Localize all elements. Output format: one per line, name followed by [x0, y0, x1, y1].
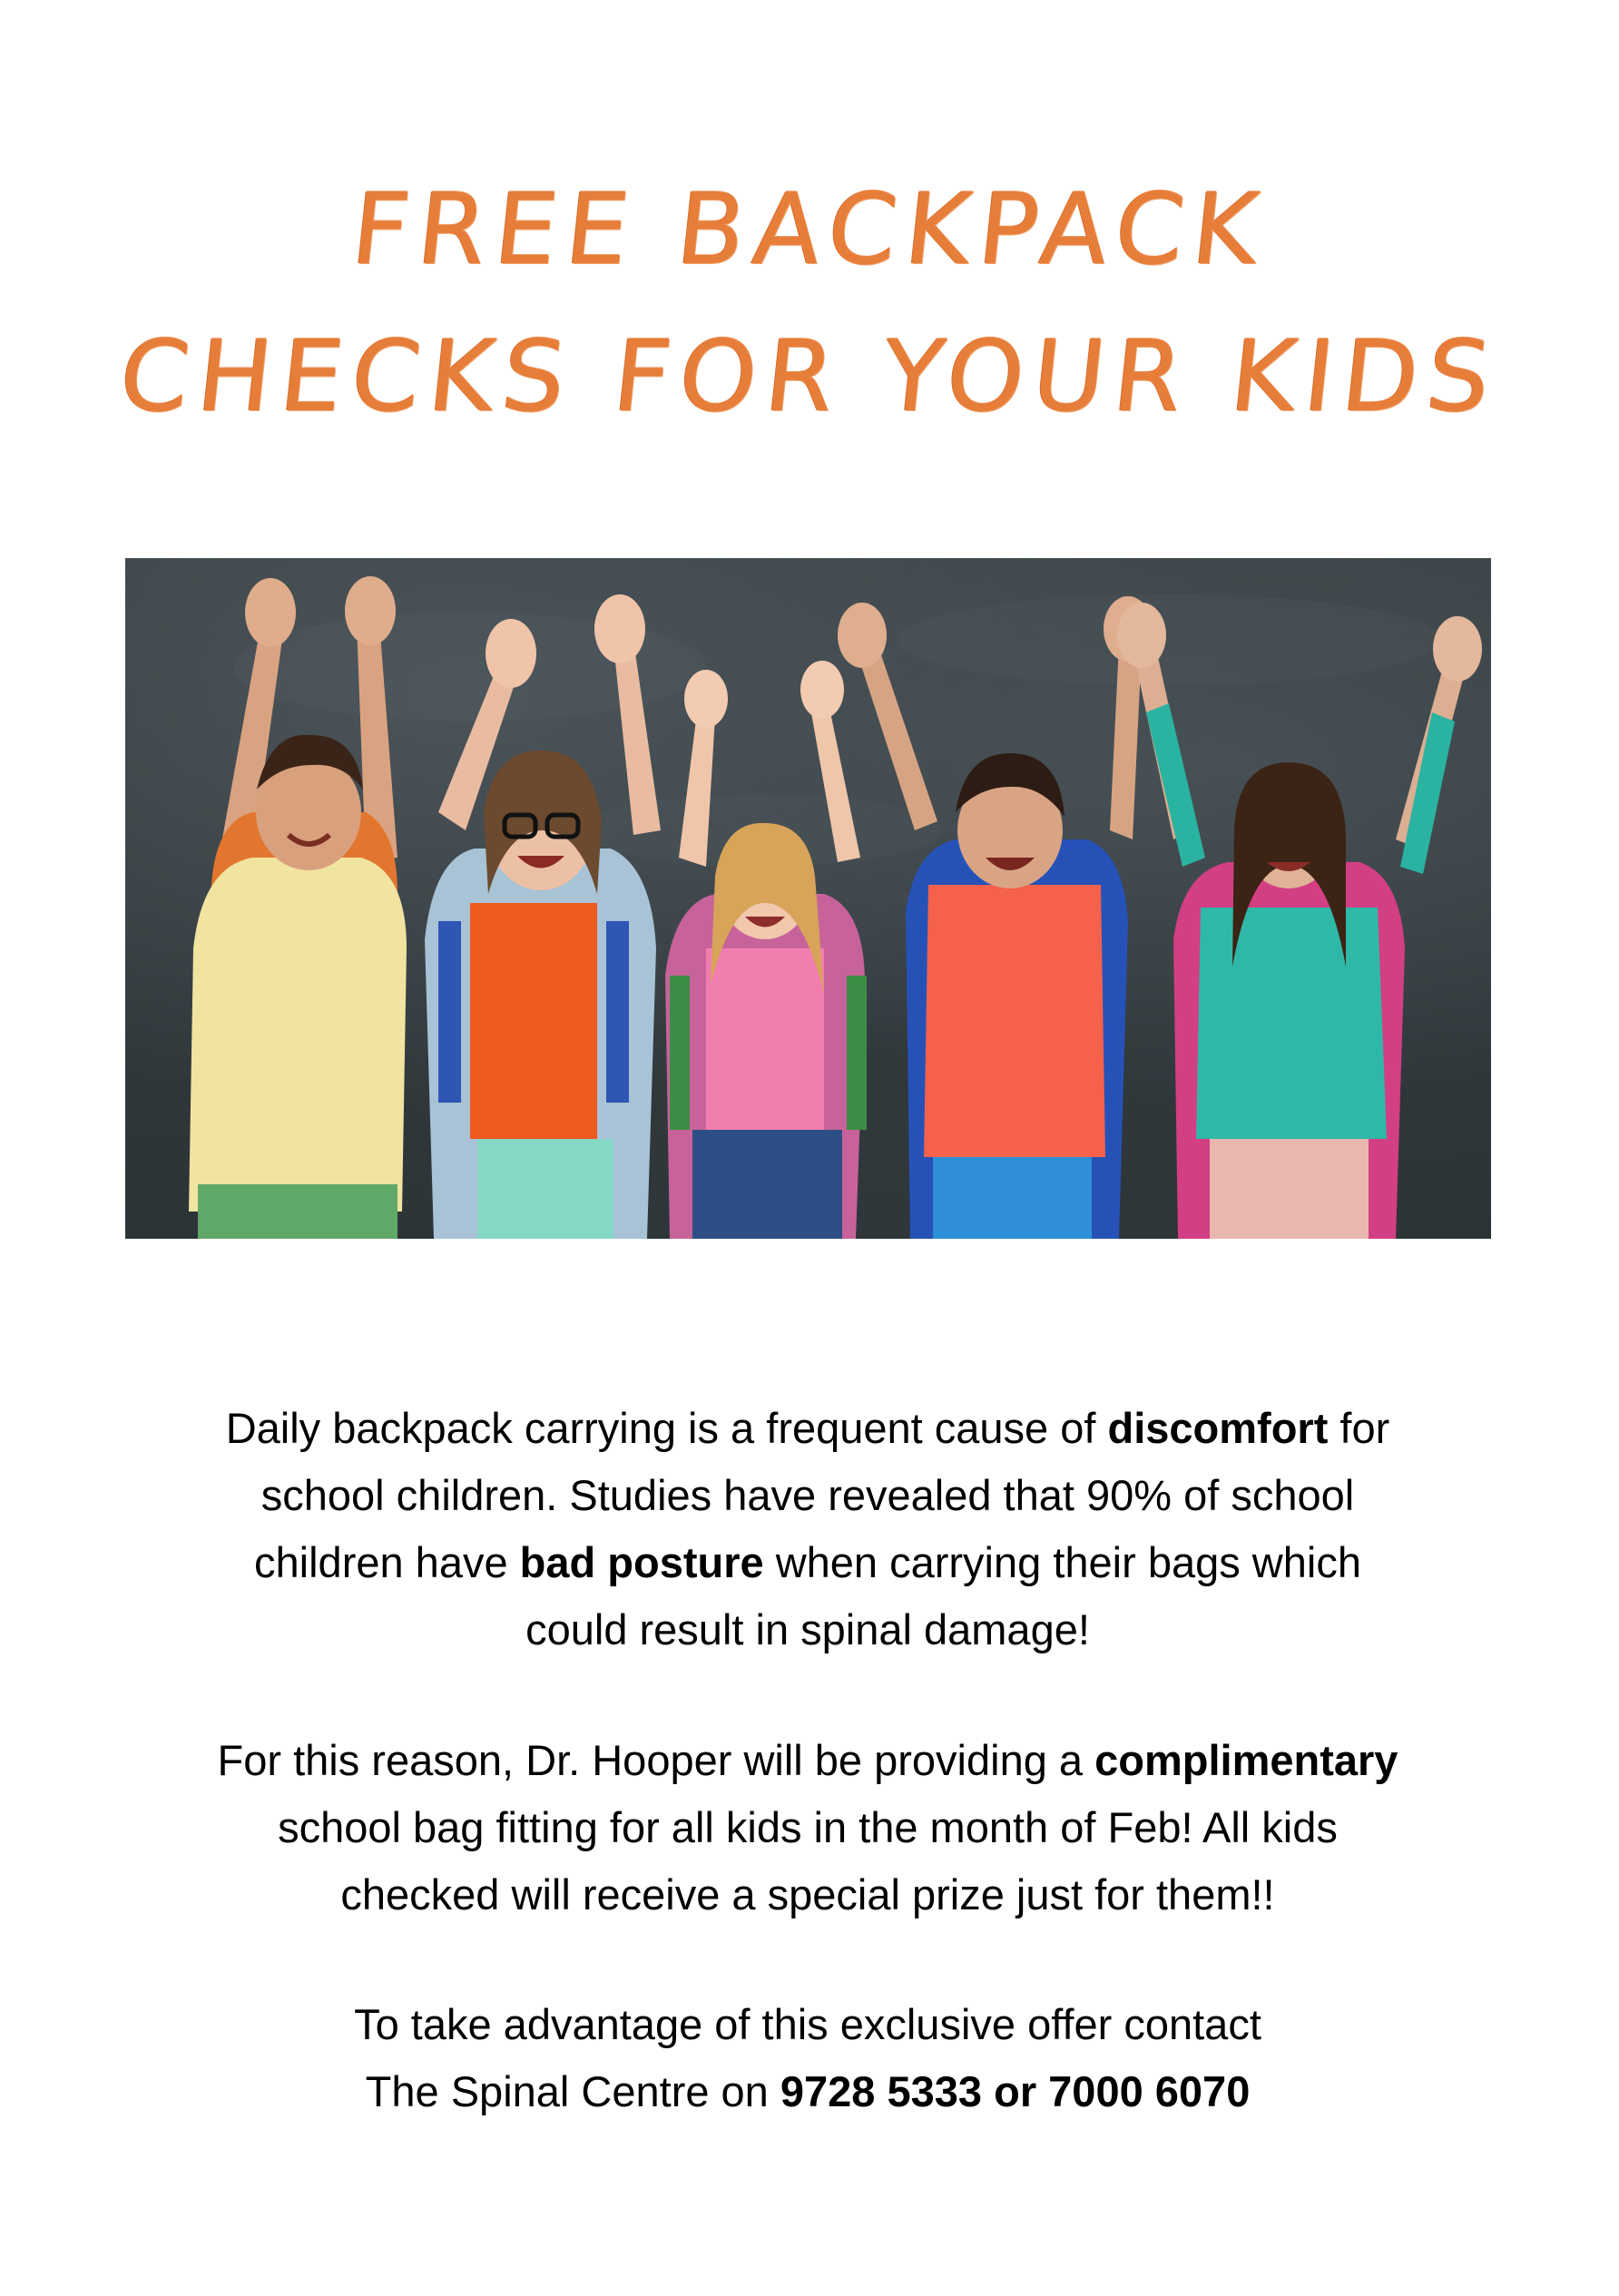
emphasis-complimentary: complimentary: [1094, 1736, 1398, 1784]
emphasis-discomfort: discomfort: [1107, 1404, 1329, 1452]
kid-4: [838, 596, 1153, 1239]
emphasis-bad-posture: bad posture: [519, 1538, 764, 1586]
offer-paragraph: [127, 1727, 1488, 1928]
contact-paragraph: [127, 1991, 1488, 2125]
headline-line-1: FREE BACKPACK: [347, 173, 1272, 287]
contact-text: The Spinal Centre on: [365, 2067, 780, 2115]
contact-line-2: [127, 2058, 1488, 2125]
intro-line-2: school children. Studies have revealed that 90% of school: [260, 1471, 1355, 1519]
contact-line-1: To take advantage of this exclusive offer contact: [354, 2000, 1261, 2048]
kid-5: [1117, 603, 1482, 1239]
intro-text: when carrying their bags which: [763, 1538, 1361, 1586]
intro-text: children have: [254, 1538, 520, 1586]
offer-text: For this reason, Dr. Hooper will be providing a: [217, 1736, 1095, 1784]
kids-photo: [125, 558, 1491, 1239]
intro-text: Daily backpack carrying is a frequent cause of: [225, 1404, 1108, 1452]
offer-line-3: checked will receive a special prize just for them!!: [340, 1870, 1275, 1918]
intro-line-1: [127, 1395, 1488, 1462]
intro-line-3: [127, 1529, 1488, 1596]
kids-illustration: [125, 558, 1491, 1239]
kid-3: [665, 661, 867, 1239]
offer-line-1: [127, 1727, 1488, 1794]
intro-line-4: could result in spinal damage!: [525, 1605, 1090, 1653]
intro-paragraph: [127, 1395, 1488, 1663]
intro-text: for: [1328, 1404, 1390, 1452]
headline-line-2: CHECKS FOR YOUR KIDS: [114, 320, 1505, 434]
phone-numbers: 9728 5333 or 7000 6070: [780, 2067, 1251, 2115]
offer-line-2: school bag fitting for all kids in the month of Feb! All kids: [278, 1803, 1338, 1851]
